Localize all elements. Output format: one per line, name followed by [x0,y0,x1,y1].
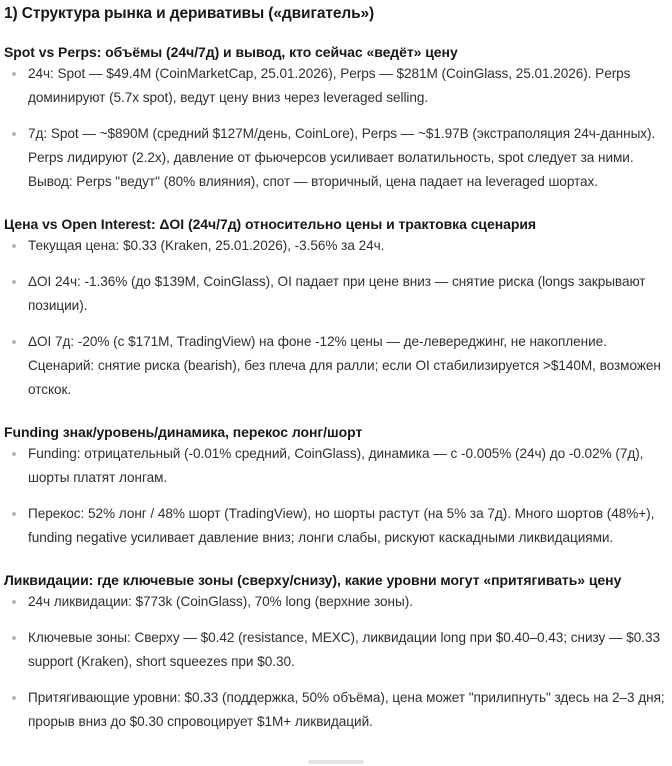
section-heading: Ликвидации: где ключевые зоны (сверху/снизу), какие уровни могут «притягивать» цену [4,572,622,588]
list-item [2,62,670,110]
list-item-text: Перекос: 52% лонг / 48% шорт (TradingView), но шорты растут (на 5% за 7д). Много шортов (48%+), funding negative усиливает давление вниз; лонги слабы, рискуют каскадными ликвидациями. [28,506,655,545]
bullet-list [2,442,670,550]
list-item [2,234,670,258]
list-item-text: ΔOI 24ч: -1.36% (до $139M, CoinGlass), OI падает при цене вниз — снятие риска (longs закрывают позиции). [28,274,646,313]
list-item [2,270,670,318]
bullet-dot-icon [12,244,16,248]
list-item [2,626,670,674]
bullet-list [2,590,670,734]
list-item [2,502,670,550]
bottom-drag-handle[interactable] [308,760,364,764]
bullet-dot-icon [12,600,16,604]
list-item [2,442,670,490]
section-heading: Цена vs Open Interest: ΔOI (24ч/7д) относительно цены и трактовка сценария [4,216,537,232]
section-heading: Spot vs Perps: объёмы (24ч/7д) и вывод, кто сейчас «ведёт» цену [4,44,458,60]
bullet-dot-icon [12,340,16,344]
list-item-text: Ключевые зоны: Сверху — $0.42 (resistance, MEXC), ликвидации long при $0.40–0.43; снизу — $0.33 support (Kraken), short squeezes при $0.30. [28,630,661,669]
section-price-vs-open-interest [2,194,670,402]
bullet-dot-icon [12,512,16,516]
list-item-text: 24ч: Spot — $49.4M (CoinMarketCap, 25.01.2026), Perps — $281M (CoinGlass, 25.01.2026). Perps доминируют (5.7x spot), ведут цену вниз через leveraged selling. [28,66,631,105]
list-item-text: ΔOI 7д: -20% (с $171M, TradingView) на фоне -12% цены — де-левереджинг, не накопление. Сценарий: снятие риска (bearish), без плеча для ралли; если OI стабилизируется >$140M, возможен отскок. [28,334,661,397]
bullet-dot-icon [12,132,16,136]
section-spot-vs-perps [2,24,670,194]
list-item [2,686,670,734]
bullet-dot-icon [12,280,16,284]
bullet-dot-icon [12,72,16,76]
list-item-text: 24ч ликвидации: $773k (CoinGlass), 70% long (верхние зоны). [28,594,413,609]
list-item-text: 7д: Spot — ~$890M (средний $127M/день, CoinLore), Perps — ~$1.97B (экстраполяция 24ч-данных). Perps лидируют (2.2x), давление от фьючерсов усиливает волатильность, spot следует за ними. Вывод: Perps "ведут" (80% влияния), спот — вторичный, цена падает на leveraged шортах. [28,126,656,189]
list-item [2,330,670,402]
bullet-dot-icon [12,452,16,456]
list-item-text: Притягивающие уровни: $0.33 (поддержка, 50% объёма), цена может "прилипнуть" здесь на 2–3 дня; прорыв вниз до $0.30 спровоцирует $1M+ ликвидаций. [28,690,665,729]
bullet-dot-icon [12,636,16,640]
section-funding [2,402,670,550]
list-item-text: Funding: отрицательный (-0.01% средний, CoinGlass), динамика — с -0.005% (24ч) до -0.02% (7д), шорты платят лонгам. [28,446,644,485]
list-item-text: Текущая цена: $0.33 (Kraken, 25.01.2026), -3.56% за 24ч. [28,238,385,253]
bullet-dot-icon [12,696,16,700]
bullet-list [2,62,670,194]
page-title: 1) Структура рынка и деривативы («двигатель») [4,5,375,22]
section-heading: Funding знак/уровень/динамика, перекос лонг/шорт [4,424,363,440]
list-item [2,590,670,614]
bullet-list [2,234,670,402]
list-item [2,122,670,194]
section-liquidations [2,550,670,734]
